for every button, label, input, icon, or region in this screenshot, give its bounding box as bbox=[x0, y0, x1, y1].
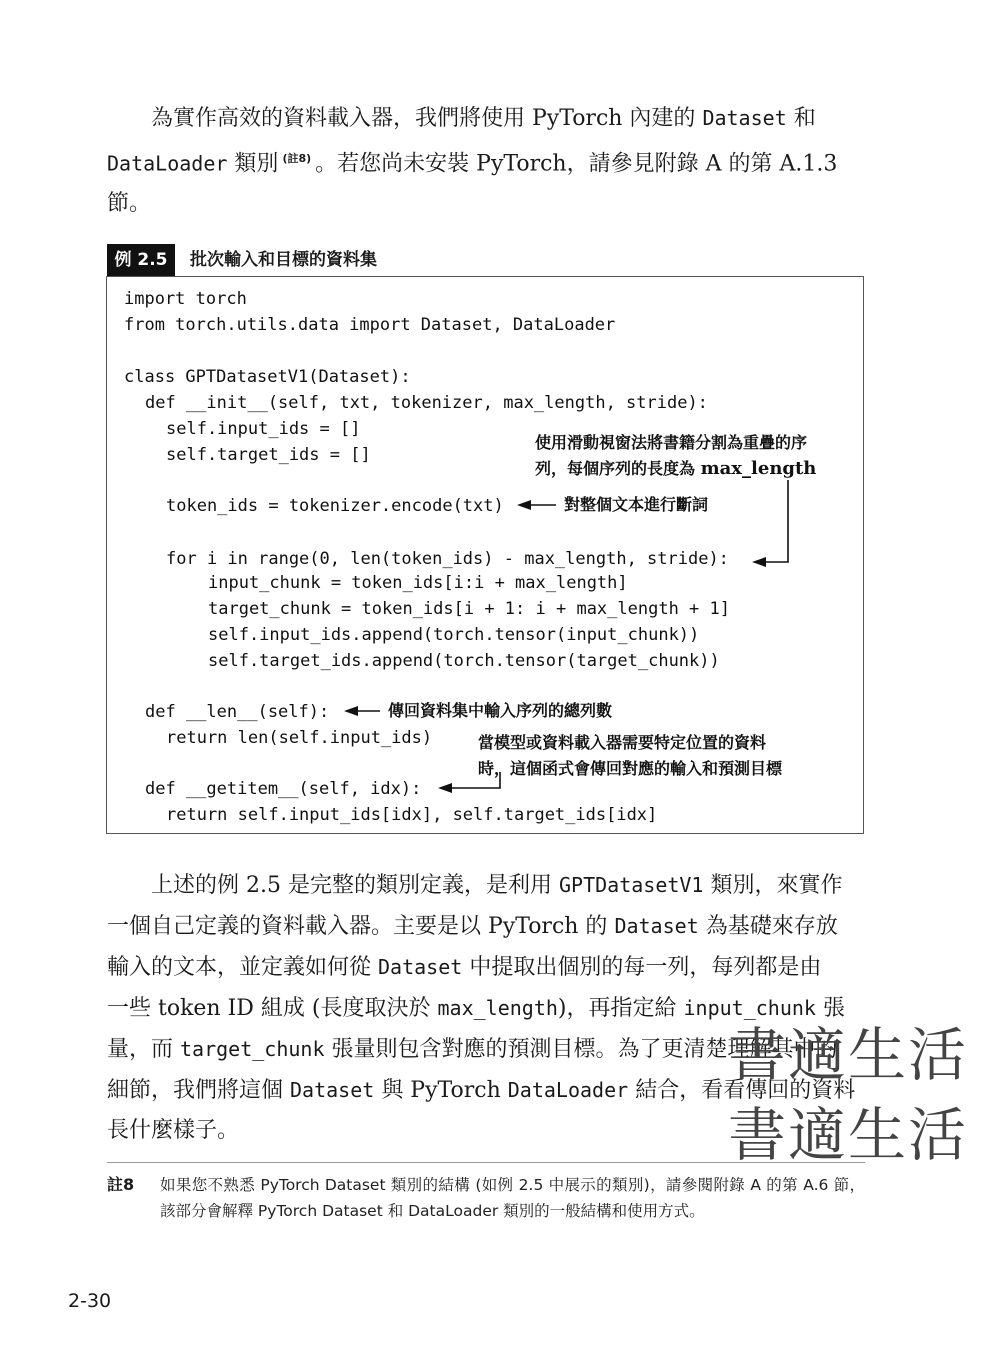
footnote-reference[interactable]: (註8) bbox=[282, 152, 312, 165]
body-line: 一個自己定義的資料載入器。主要是以 PyTorch 的 Dataset 為基礎來存放 bbox=[107, 914, 838, 939]
getitem-arrow-line bbox=[446, 772, 500, 788]
watermark-line-1: 書適生活 bbox=[728, 1021, 969, 1089]
code-line: def __getitem__(self, idx): bbox=[145, 779, 422, 799]
code-line: self.input_ids = [] bbox=[166, 419, 361, 439]
code-line: return len(self.input_ids) bbox=[166, 728, 433, 748]
body-line: 輸入的文本，並定義如何從 Dataset 中提取出個別的每一列，每列都是由 bbox=[107, 955, 822, 980]
intro-line-1: 為實作高效的資料載入器，我們將使用 PyTorch 內建的 Dataset 和 bbox=[151, 106, 816, 131]
sliding-window-arrow-head bbox=[752, 557, 766, 567]
code-line: token_ids = tokenizer.encode(txt) bbox=[166, 496, 504, 516]
code-line: self.target_ids = [] bbox=[166, 445, 371, 465]
code-line: for i in range(0, len(token_ids) - max_length, stride): bbox=[166, 549, 729, 569]
footnote-text: 如果您不熟悉 PyTorch Dataset 類別的結構 (如例 2.5 中展示的類別)，請參閱附錄 A 的第 A.6 節，該部分會解釋 PyTorch Dataset 和 DataLoader 類別的一般結構和使用方式。 bbox=[160, 1176, 865, 1220]
code-line: self.target_ids.append(torch.tensor(target_chunk)) bbox=[208, 651, 720, 671]
annotation-getitem: 當模型或資料載入器需要特定位置的資料 時，這個函式會傳回對應的輸入和預測目標 bbox=[478, 733, 783, 778]
code-line: from torch.utils.data import Dataset, DataLoader bbox=[124, 315, 616, 335]
sliding-window-arrow-line bbox=[760, 480, 788, 562]
code-line: input_chunk = token_ids[i:i + max_length] bbox=[208, 573, 628, 593]
code-line: return self.input_ids[idx], self.target_ids[idx] bbox=[166, 805, 658, 825]
code-line: self.input_ids.append(torch.tensor(input_chunk)) bbox=[208, 625, 700, 645]
watermark-line-2: 書適生活 bbox=[728, 1101, 969, 1169]
getitem-arrow-head bbox=[438, 783, 452, 793]
page-number: 2-30 bbox=[68, 1290, 112, 1312]
len-arrow-head bbox=[344, 706, 358, 716]
tokenize-arrow-head bbox=[517, 500, 531, 510]
footnote-label: 註8 bbox=[107, 1175, 135, 1194]
intro-line-2: DataLoader 類別 $^{(註8)}$ 。若您尚未安裝 PyTorch，請參見附錄 A 的第 A.1.3 bbox=[107, 151, 838, 177]
annotation-len: 傳回資料集中輸入序列的總列數 bbox=[388, 701, 613, 720]
body-line: 細節，我們將這個 Dataset 與 PyTorch DataLoader 結合，看看傳回的資料 bbox=[107, 1078, 856, 1103]
code-line: import torch bbox=[124, 289, 247, 309]
example-title: 批次輸入和目標的資料集 bbox=[190, 250, 377, 270]
footnote-divider bbox=[107, 1162, 865, 1163]
example-label: 例 2.5 bbox=[107, 244, 175, 276]
body-line: 量，而 target_chunk 張量則包含對應的預測目標。為了更清楚理解其中的 bbox=[107, 1037, 838, 1062]
code-line: class GPTDatasetV1(Dataset): bbox=[124, 367, 411, 387]
annotation-sliding-window: 使用滑動視窗法將書籍分割為重疊的序 列，每個序列的長度為 max_length bbox=[535, 433, 817, 479]
body-line: 一些 token ID 組成 (長度取決於 max_length)，再指定給 input_chunk 張 bbox=[107, 996, 845, 1021]
intro-line-3: 節。 bbox=[107, 191, 152, 217]
code-line: def __len__(self): bbox=[145, 702, 330, 722]
body-line: 長什麼樣子。 bbox=[107, 1118, 240, 1143]
code-line: target_chunk = token_ids[i + 1: i + max_length + 1] bbox=[208, 599, 730, 619]
code-line: def __init__(self, txt, tokenizer, max_length, stride): bbox=[145, 393, 708, 413]
body-line: 上述的例 2.5 是完整的類別定義，是利用 GPTDatasetV1 類別，來實作 bbox=[151, 873, 843, 898]
annotation-tokenize: 對整個文本進行斷詞 bbox=[564, 495, 709, 514]
